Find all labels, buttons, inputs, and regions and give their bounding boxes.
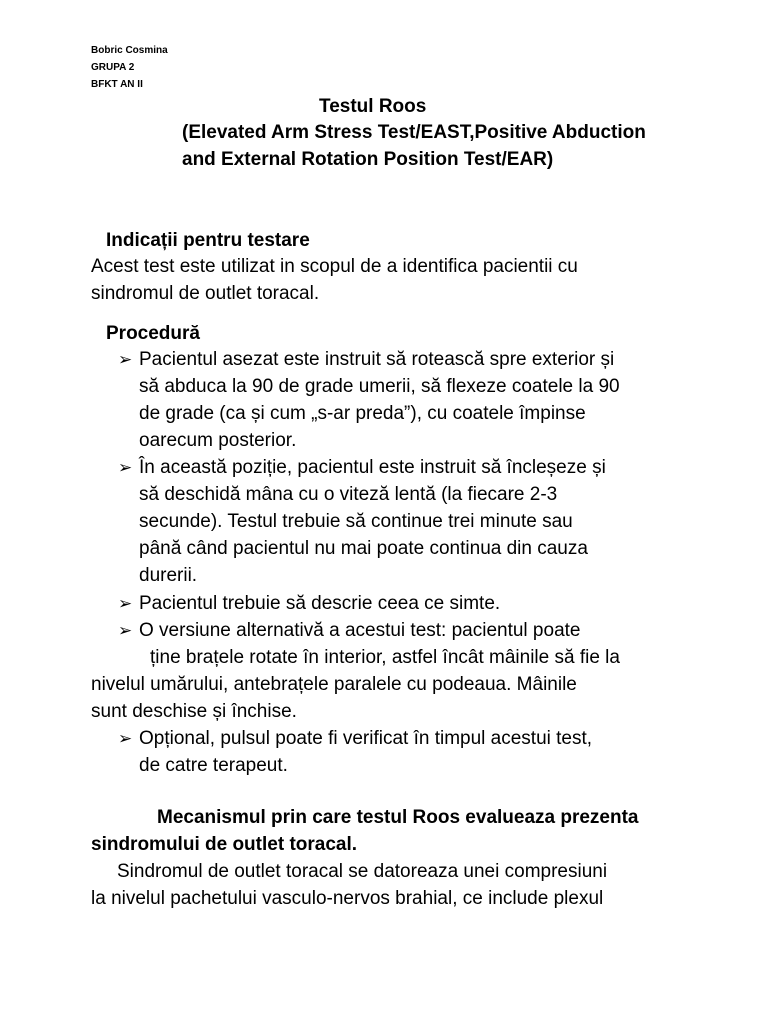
procedure-item-1-line-2: să abduca la 90 de grade umerii, să flexeze coatele la 90 [139, 376, 620, 397]
bullet-icon: ➢ [118, 350, 133, 370]
mechanism-heading-line-1: Mecanismul prin care testul Roos evalueaza prezenta [157, 807, 639, 828]
procedure-item-1-line-1: Pacientul asezat este instruit să rotească spre exterior și [139, 349, 615, 370]
mechanism-text-line-2: la nivelul pachetului vasculo-nervos brahial, ce include plexul [91, 888, 604, 909]
procedure-item-4-line-3: nivelul umărului, antebrațele paralele cu podeaua. Mâinile [91, 674, 577, 695]
procedure-item-1-line-3: de grade (ca și cum „s-ar preda”), cu coatele împinse [139, 403, 586, 424]
procedure-item-2-line-4: până când pacientul nu mai poate continua din cauza [139, 538, 588, 559]
mechanism-text-line-1: Sindromul de outlet toracal se datoreaza unei compresiuni [117, 861, 608, 882]
indications-heading: Indicații pentru testare [106, 230, 310, 251]
group-label: GRUPA 2 [91, 62, 135, 73]
document-subtitle-line-2: and External Rotation Position Test/EAR) [182, 149, 554, 170]
indications-text-line-1: Acest test este utilizat in scopul de a identifica pacientii cu [91, 256, 578, 277]
procedure-item-2-line-5: durerii. [139, 565, 198, 586]
document-subtitle-line-1: (Elevated Arm Stress Test/EAST,Positive Abduction [182, 122, 646, 143]
document-title: Testul Roos [319, 96, 427, 117]
indications-text-line-2: sindromul de outlet toracal. [91, 283, 320, 304]
procedure-item-1-line-4: oarecum posterior. [139, 430, 297, 451]
procedure-item-4-line-4: sunt deschise și închise. [91, 701, 297, 722]
procedure-item-2-line-3: secunde). Testul trebuie să continue trei minute sau [139, 511, 573, 532]
procedure-item-4-line-1: O versiune alternativă a acestui test: pacientul poate [139, 620, 581, 641]
procedure-item-3-line-1: Pacientul trebuie să descrie ceea ce simte. [139, 593, 501, 614]
bullet-icon: ➢ [118, 458, 133, 478]
author-name: Bobric Cosmina [91, 45, 168, 56]
bullet-icon: ➢ [118, 621, 133, 641]
procedure-heading: Procedură [106, 323, 200, 344]
bullet-icon: ➢ [118, 594, 133, 614]
procedure-item-2-line-2: să deschidă mâna cu o viteză lentă (la fiecare 2-3 [139, 484, 558, 505]
procedure-item-5-line-1: Opțional, pulsul poate fi verificat în timpul acestui test, [139, 728, 593, 749]
mechanism-heading-line-2: sindromului de outlet toracal. [91, 834, 358, 855]
procedure-item-2-line-1: În această poziție, pacientul este instruit să încleșeze și [139, 457, 606, 478]
program-label: BFKT AN II [91, 79, 143, 90]
bullet-icon: ➢ [118, 729, 133, 749]
procedure-item-4-line-2: ține brațele rotate în interior, astfel încât mâinile să fie la [150, 647, 620, 668]
procedure-item-5-line-2: de catre terapeut. [139, 755, 288, 776]
